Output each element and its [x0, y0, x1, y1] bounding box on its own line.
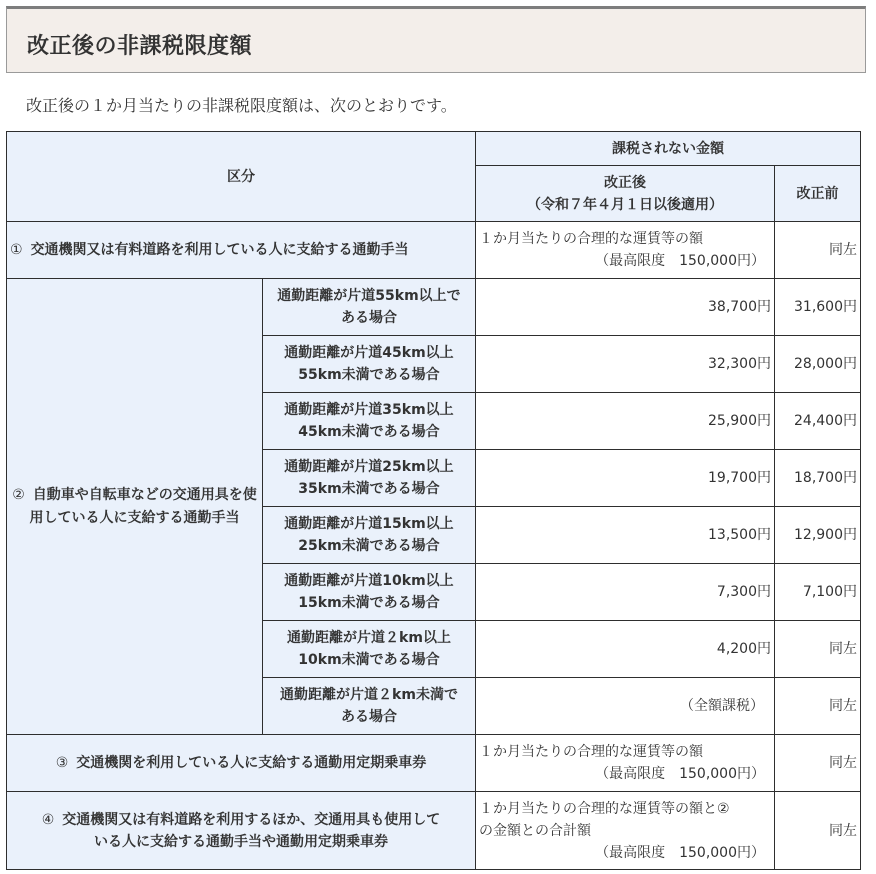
row3-before: 同左	[775, 735, 861, 792]
table-row	[7, 222, 861, 279]
band7-distance-line2: 10km未満である場合	[298, 652, 440, 668]
band2-before: 28,000円	[775, 336, 861, 393]
row2-label: 自動車や自転車などの交通用具を使用している人に支給する通勤手当	[29, 486, 257, 526]
band4-distance-line1: 通勤距離が片道25km以上	[284, 459, 454, 475]
table-row	[7, 735, 861, 792]
title-box	[6, 6, 866, 73]
band1-after: 38,700円	[476, 279, 775, 336]
row2-label-cell	[7, 279, 263, 735]
band5-distance-line1: 通勤距離が片道15km以上	[284, 516, 454, 532]
header-after-label: 改正後	[604, 174, 646, 191]
band8-before: 同左	[775, 678, 861, 735]
row3-num: ③	[55, 755, 69, 771]
band5-distance	[263, 507, 476, 564]
band1-distance	[263, 279, 476, 336]
table-row	[7, 279, 861, 336]
row4-label-cell	[7, 792, 476, 870]
row4-num: ④	[41, 811, 55, 828]
band4-distance	[263, 450, 476, 507]
band3-before: 24,400円	[775, 393, 861, 450]
page-title: 改正後の非課税限度額	[27, 34, 253, 59]
band6-distance-line1: 通勤距離が片道10km以上	[284, 573, 454, 589]
band5-distance-line2: 25km未満である場合	[298, 538, 440, 554]
band5-before: 12,900円	[775, 507, 861, 564]
header-kubun: 区分	[7, 132, 476, 222]
band7-before: 同左	[775, 621, 861, 678]
header-before: 改正前	[775, 166, 861, 222]
band3-distance-line1: 通勤距離が片道35km以上	[284, 402, 454, 418]
band6-distance-line2: 15km未満である場合	[298, 595, 440, 611]
row4-label-line2: いる人に支給する通勤手当や通勤用定期乗車券	[94, 833, 388, 850]
band3-after: 25,900円	[476, 393, 775, 450]
row1-label: 交通機関又は有料道路を利用している人に支給する通勤手当	[30, 242, 409, 258]
row4-after-line3: （最高限度 150,000円）	[595, 844, 765, 861]
table-row	[7, 792, 861, 870]
band2-distance-line1: 通勤距離が片道45km以上	[284, 345, 454, 361]
row3-after-cell	[476, 735, 775, 792]
row1-num: ①	[10, 242, 23, 258]
band3-distance-line2: 45km未満である場合	[298, 424, 440, 440]
header-after-date: （令和７年４月１日以後適用）	[527, 196, 723, 213]
row4-after-line2: の金額との合計額	[479, 822, 591, 839]
row1-after-line1: １か月当たりの合理的な運賃等の額	[479, 231, 703, 247]
row1-after-line2: （最高限度 150,000円）	[595, 253, 765, 269]
band4-distance-line2: 35km未満である場合	[298, 481, 440, 497]
row1-label-cell	[7, 222, 476, 279]
row4-label-line1: 交通機関又は有料道路を利用するほか、交通用具も使用して	[62, 811, 441, 828]
band6-before: 7,100円	[775, 564, 861, 621]
band7-distance-line1: 通勤距離が片道２km以上	[287, 630, 451, 646]
row4-before: 同左	[775, 792, 861, 870]
band4-after: 19,700円	[476, 450, 775, 507]
row4-after-line1: １か月当たりの合理的な運賃等の額と②	[479, 800, 730, 817]
band7-after: 4,200円	[476, 621, 775, 678]
band1-before: 31,600円	[775, 279, 861, 336]
row4-after-cell	[476, 792, 775, 870]
band8-after: （全額課税）	[476, 678, 775, 735]
header-after	[476, 166, 775, 222]
band8-distance-line2: ある場合	[341, 709, 397, 725]
row2-num: ②	[12, 486, 25, 503]
row4-label-line1-wrap	[10, 809, 472, 831]
band1-distance-line2: ある場合	[341, 310, 397, 326]
row3-after-line2: （最高限度 150,000円）	[595, 766, 765, 782]
band6-after: 7,300円	[476, 564, 775, 621]
row3-after-line1: １か月当たりの合理的な運賃等の額	[479, 744, 703, 760]
row3-label: 交通機関を利用している人に支給する通勤用定期乗車券	[76, 755, 427, 771]
band2-distance-line2: 55km未満である場合	[298, 367, 440, 383]
band8-distance	[263, 678, 476, 735]
band7-distance	[263, 621, 476, 678]
band5-after: 13,500円	[476, 507, 775, 564]
band2-after: 32,300円	[476, 336, 775, 393]
intro-text: 改正後の１か月当たりの非課税限度額は、次のとおりです。	[26, 96, 457, 115]
exempt-limit-table	[6, 131, 861, 870]
band8-distance-line1: 通勤距離が片道２km未満で	[280, 687, 458, 703]
band3-distance	[263, 393, 476, 450]
band2-distance	[263, 336, 476, 393]
band1-distance-line1: 通勤距離が片道55km以上で	[277, 288, 461, 304]
header-exempt-amount: 課税されない金額	[476, 132, 861, 166]
row3-label-cell	[7, 735, 476, 792]
band4-before: 18,700円	[775, 450, 861, 507]
row1-before: 同左	[775, 222, 861, 279]
band6-distance	[263, 564, 476, 621]
row1-after-cell	[476, 222, 775, 279]
